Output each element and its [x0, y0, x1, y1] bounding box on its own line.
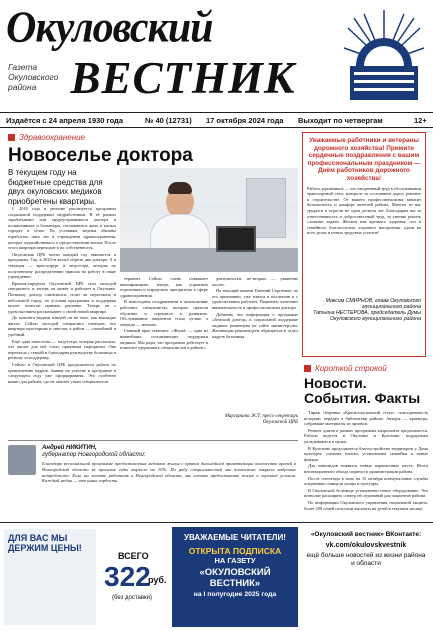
rising-sun-emblem-icon: [342, 6, 426, 104]
footer: [0, 522, 433, 631]
main-column-1: С 2010 года в регионе реализуется программа социальной поддержки медработников. В её рамках зарабатывают или трудоустраиваются доктора в поликлиниках и больницах, соглашаются жить в малых городах и сёлах. По условиям, медики обязаны отработать пять лет в учреждении здравоохранения, которое ходатайствовало о предоставлении жилья. После этого квартира переходит в их собственность. Окуловская ЦРБ почти каждый год заявляется в программу. Так, в 2023-м жильё обрели два доктора. А в текущем — врач-хирург и медсестра, которая по полученному распределению пришла на работу в наше учреждение. Врачом-хирургом Окуловской ЦРБ стал молодой специалист, и теперь он живёт и работает в Окуловке. Поначалу доктор сомневался, стоит ли переезжать в небольшой город, но условия программы и поддержка коллег помогли принять решение. Теперь он с удовольствием рассказывает о своей новой квартире. До момента выдачи ключей он не знал, как выглядит жильё. Сейчас молодой специалист отмечает, что квартира просторная и светлая, а район — спокойный и удобный. Ещё одна новосёлка — медсестра, которая рассказала, что жильё для неё стало приятным сюрпризом. Она переехала с семьёй и благодарна руководству больницы и региону за поддержку. Сейчас в Окуловской ЦРБ продолжается работа по привлечению кадров. Заявки на участие в программе в следующем году уже сформированы. Это особенно важно для района, где не хватает узких специалистов.: [8, 206, 116, 384]
vk-text: ещё больше новостей из жизни района и области: [306, 552, 426, 567]
title-line-2: ВЕСТНИК: [70, 53, 296, 103]
governor-photo: [8, 445, 36, 475]
doctor-photo: [120, 168, 298, 272]
news-item: В Кулотино продолжается благоустройство территории у Дома культуры: уложена плитка, установлены скамейки и новые фонари.: [304, 445, 428, 462]
sub-period: на I полугодие 2025 года: [193, 591, 277, 598]
subscription-banner: [172, 527, 298, 627]
price-block: [98, 533, 170, 623]
title-line-1: Окуловский: [6, 3, 213, 53]
governor-position: губернатор Новгородской области:: [42, 452, 146, 458]
issue-info-bar: [0, 112, 433, 128]
issue-date: 17 октября 2024 года: [206, 116, 284, 125]
vk-promo: [304, 531, 428, 627]
price-label: ВСЕГО: [118, 551, 149, 561]
price-unit: руб.: [148, 575, 167, 585]
rubric-short-news: Короткой строкой: [304, 364, 387, 373]
issue-number: № 40 (12731): [145, 116, 192, 125]
price-note: (без доставки): [112, 595, 153, 601]
price-value: 322: [104, 561, 151, 592]
greeting-sign-1: Максим СМИРНОВ, глава Окуловского муниципального района: [325, 297, 421, 310]
article-signature: Маргарита ЭСТ, пресс-секретарь Окуловской ЦРБ: [224, 414, 298, 425]
governor-quote-text: Благодаря региональной программе предоставления медикам жилья с правом дальнейшей приватизации количество врачей в Новгородской области за прошлые годы выросло на 10%. По ряду специальностей мы полностью закрыли кадровые потребности. Если вы хотите работать в Новгородской области, мы готовы предоставить жильё и хорошие условия. Каждый медик — это наша гордость.: [42, 461, 296, 484]
governor-quote: [8, 440, 298, 518]
news-item: Для инвалидов появятся новые парковочные места. Итоги инспекционного обхода подвели в администрации района.: [304, 463, 428, 474]
main-column-2: терапевт. Сейчас очень повышает квалификацию, теперь как управлять отделением и определять приоритеты в сфере здравоохранения. В новогоднем поздравлении в поликлинике работают специалисты, которые прошли обучение и стремятся к развитию. Обслуживание пациентов стало лучше, а очереди — меньше. Главный врач отмечает: «Жильё — одна из важнейших составляющих поддержки медиков. Мы рады, что программа действует и помогает удерживать специалистов в районе».: [120, 276, 208, 351]
news-item: В Окуловской больнице установлено новое оборудование. Это позволит расширить спектр обследований для пациентов района.: [304, 487, 428, 499]
masthead: [0, 0, 433, 128]
news-item: По информации Окуловского управления социальной защиты, более 200 семей получили выплаты на детей в текущем месяце.: [304, 499, 428, 511]
rubric-health: Здравоохранение: [8, 133, 85, 142]
rubric-square-icon: [8, 134, 15, 141]
governor-name: Андрей НИКИТИН,: [42, 445, 97, 451]
schedule-text: Выходит по четвергам: [298, 116, 383, 125]
news-item: Тираж сборника «Красноокуловский статус: повседневность истории» передан в библиотеки района. Авторы — краеведы, собравшие материалы из архивов.: [304, 410, 428, 427]
main-column-3: деятельности, во-вторых — уважение коллег. На текущий момент Евгений Сергеевич, по его признанию, уже влился в коллектив и с удовольствием работает. Пациенты отмечают внимательность и профессионализм доктора. Добавим, что информация о программе «Земский доктор» и социальной поддержке медиков размещена на сайте министерства. Желающим рекомендуем обращаться в отдел кадров больницы.: [212, 276, 298, 339]
promo-text: ДЛЯ ВАС МЫ ДЕРЖИМ ЦЕНЫ!: [8, 533, 82, 553]
age-rating: 12+: [414, 116, 427, 125]
news-list: [304, 410, 428, 518]
sub-line-2: НА ГАЗЕТУ: [214, 556, 256, 565]
sub-title: УВАЖАЕМЫЕ ЧИТАТЕЛИ!: [184, 533, 286, 542]
news-item: Ремонт домов в рамках программы капремонта продолжается. Работы ведутся в Окуловке и Кулотино, подрядчики укладываются в сроки.: [304, 427, 428, 444]
news-headline: Новости. События. Факты: [304, 375, 421, 406]
greeting-sign-2: Татьяна НЕСТЕРОВА, председатель Думы Окуловского муниципального района: [313, 309, 421, 323]
greeting-title: Уважаемые работники и ветераны дорожного хозяйства! Примите сердечные поздравления с вашим профессиональным праздником — Днём работников дорожного хозяйства!: [307, 137, 421, 182]
news-item: После снегопада в ночь на 15 октября коммунальные службы оперативно очищали улицы и тротуары.: [304, 475, 428, 487]
sub-line-1: ОТКРЫТА ПОДПИСКА: [188, 546, 282, 556]
main-lead: В текущем году на бюджетные средства для двух окуловских медиков приобретены квартиры.: [8, 168, 103, 206]
rubric-square-icon: [304, 365, 311, 372]
main-headline: Новоселье доктора: [8, 145, 193, 166]
greeting-box: [302, 132, 426, 357]
vk-title: «Окуловский вестник» ВКонтакте:: [310, 531, 422, 538]
price-promo: [4, 529, 96, 625]
subtitle: Газета Окуловского района: [8, 62, 59, 92]
greeting-body: Работа дорожников — это ежедневный труд в обслуживании транспортной сети, контроле за состоянием дорог, ремонте и строительстве. От вашего профессионализма зависит безопасность и комфорт жителей района. Многие из вас трудятся в отрасли не один десяток лет. Благодарим вас за ответственность и добросовестный труд, за умение решать сложные задачи. Желаем вам крепкого здоровья, сил и семейного благополучия, хорошего настроения, удачи во всех делах и новых трудовых успехов!: [307, 185, 421, 236]
sub-name: «ОКУЛОВСКИЙ ВЕСТНИК»: [199, 567, 271, 589]
vk-link[interactable]: vk.com/okulovskvestnik: [325, 542, 407, 549]
since-text: Издаётся с 24 апреля 1930 года: [6, 116, 123, 125]
